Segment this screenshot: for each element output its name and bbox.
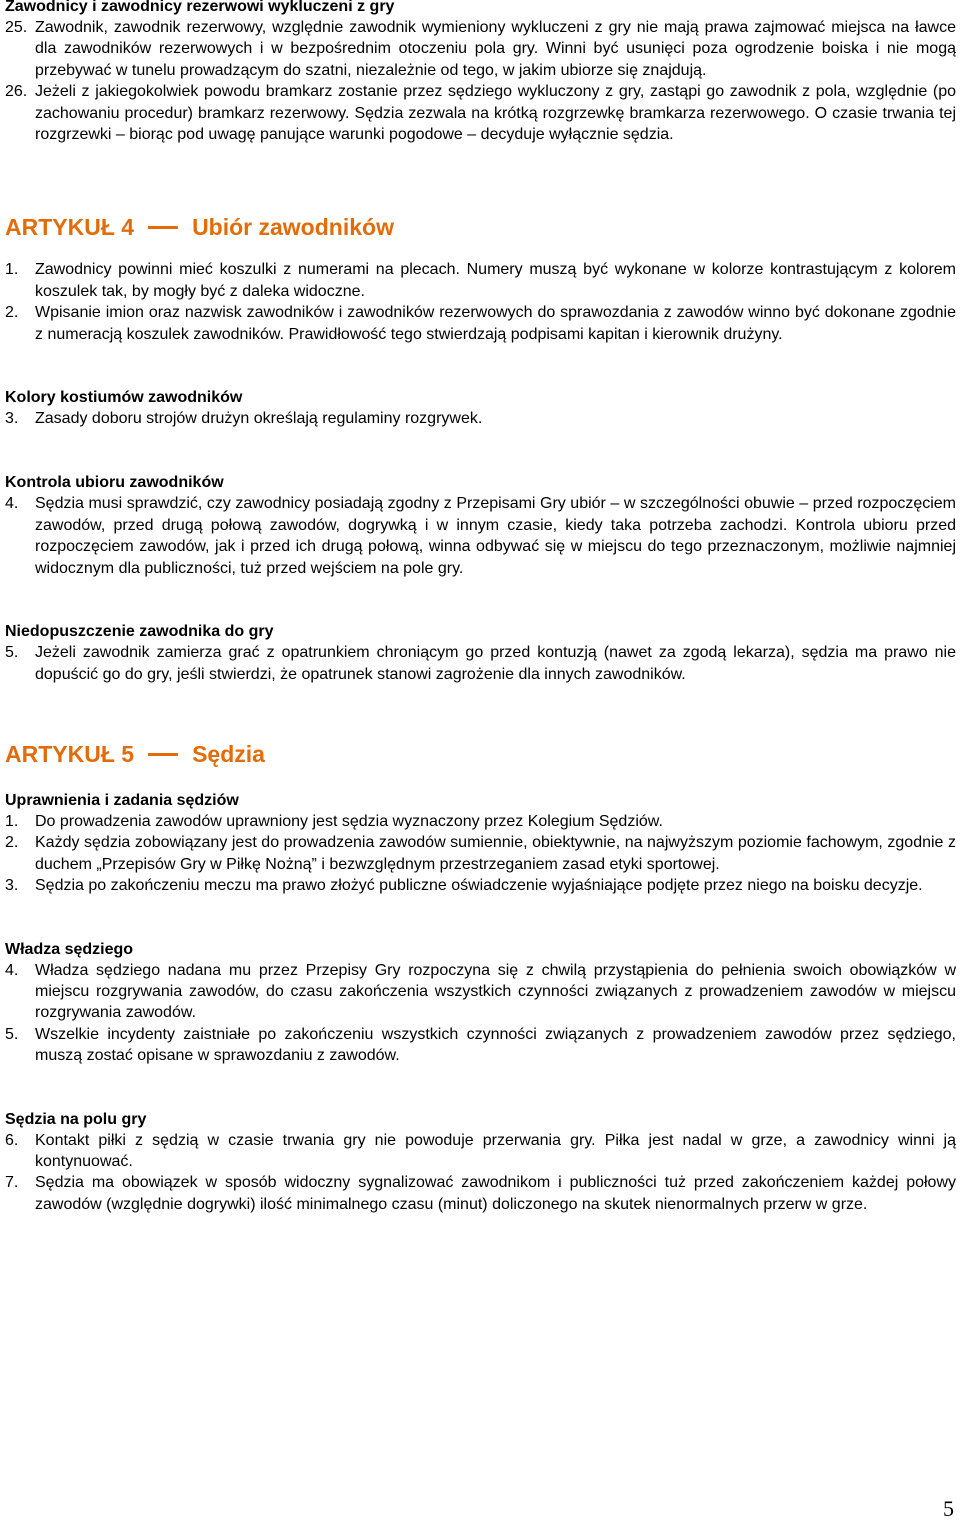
rule-item (5, 302, 956, 345)
rule-text: Wpisanie imion oraz nazwisk zawodników i zawodników rezerwowych do sprawozdania z zawodów winno być dokonane zgodnie z numeracją koszulek zawodników. Prawidłowość tego stwierdzają podpisami kapitan i kierownik drużyny. (35, 304, 956, 343)
rule-text: Zawodnik, zawodnik rezerwowy, względnie zawodnik wymieniony wykluczeni z gry nie mają prawa zajmować miejsca na ławce dla zawodników rezerwowych i w bezpośrednim otoczeniu pola gry. Winni być usunięci poza ogrodzenie boiska i nie mogą przebywać w tunelu prowadzącym do szatni, niezależnie od tego, w jakim ubiorze się znajdują. (35, 19, 956, 79)
rule-number: 1. (5, 812, 19, 830)
rule-text: Do prowadzenia zawodów uprawniony jest sędzia wyznaczony przez Kolegium Sędziów. (35, 812, 663, 830)
rule-number: 5. (5, 644, 19, 662)
rule-number: 3. (5, 410, 19, 428)
section-heading: Kontrola ubioru zawodników (5, 474, 224, 492)
rule-item (5, 1172, 956, 1215)
rule-text: Zawodnicy powinni mieć koszulki z numerami na plecach. Numery muszą być wykonane w kolorze kontrastującym z kolorem koszulek tak, by mogły być z daleka widoczne. (35, 261, 956, 300)
article-label: ARTYKUŁ 4 (5, 214, 135, 241)
section-heading: Uprawnienia i zadania sędziów (5, 791, 239, 809)
rule-text: Sędzia po zakończeniu meczu ma prawo złożyć publiczne oświadczenie wyjaśniające podjęte przez niego na boisku decyzje. (35, 877, 923, 895)
rule-text: Każdy sędzia zobowiązany jest do prowadzenia zawodów sumiennie, obiektywnie, na najwyższym poziomie fachowym, zgodnie z duchem „Przepisów Gry w Piłkę Nożną” i bezwzględnym przestrzeganiem zasad etyki sportowej. (35, 834, 956, 873)
rule-number: 4. (5, 961, 19, 979)
rule-number: 1. (5, 261, 19, 279)
page-number: 5 (943, 1496, 954, 1521)
rule-item (5, 81, 956, 145)
rule-text: Kontakt piłki z sędzią w czasie trwania gry nie powoduje przerwania gry. Piłka jest nadal w grze, a zawodnicy winni ją kontynuować. (35, 1131, 956, 1170)
rule-number: 25. (5, 19, 28, 36)
article-title: Ubiór zawodników (192, 214, 394, 241)
article-label: ARTYKUŁ 5 (5, 740, 135, 767)
rule-text: Sędzia musi sprawdzić, czy zawodnicy posiadają zgodny z Przepisami Gry ubiór – w szczególności obuwie – przed rozpoczęciem zawodów, przed drugą połową zawodów, dogrywką i w innym czasie, kiedy taka potrzeba zachodzi. Kontrola ubioru przed rozpoczęciem zawodów, jak i przed ich drugą połową, winna odbywać się w miejscu do tego przeznaczonym, możliwie najmniej widocznym dla publiczności, tuż przed wejściem na pole gry. (35, 495, 956, 577)
section-heading: Władza sędziego (5, 940, 134, 958)
article-5-heading (5, 740, 956, 768)
rule-item (5, 1130, 956, 1173)
rule-number: 3. (5, 877, 19, 895)
article-title: Sędzia (192, 740, 265, 767)
rule-item (5, 642, 956, 685)
article-4-heading (5, 213, 956, 241)
rule-number: 6. (5, 1131, 19, 1149)
section-excluded-players (5, 0, 956, 145)
rule-item (5, 960, 956, 1024)
document-page (5, 0, 956, 1215)
rule-item (5, 832, 956, 875)
rule-item (5, 875, 956, 896)
heading-dash (148, 226, 178, 229)
rule-item (5, 1024, 956, 1067)
rule-item (5, 408, 956, 429)
rule-text: Władza sędziego nadana mu przez Przepisy Gry rozpoczyna się z chwilą przystąpienia do pełnienia swoich obowiązków w miejscu rozgrywania zawodów, do czasu zakończenia wszystkich czynności związanych z prowadzeniem zawodów w miejscu rozgrywania zawodów. (35, 961, 956, 1022)
rule-item (5, 811, 956, 832)
section-heading: Sędzia na polu gry (5, 1110, 147, 1128)
rule-text: Sędzia ma obowiązek w sposób widoczny sygnalizować zawodnikom i publiczności tuż przed zakończeniem każdej połowy zawodów (względnie dogrywki) ilość minimalnego czasu (minut) doliczonego na skutek nienormalnych przerw w grze. (35, 1174, 956, 1213)
rule-text: Jeżeli zawodnik zamierza grać z opatrunkiem chroniącym go przed kontuzją (nawet za zgodą lekarza), sędzia ma prawo nie dopuścić go do gry, jeśli stwierdzi, że opatrunek stanowi zagrożenie dla innych zawodników. (35, 644, 956, 683)
rule-item (5, 493, 956, 579)
rule-number: 2. (5, 304, 19, 322)
rule-number: 5. (5, 1025, 19, 1043)
section-heading: Kolory kostiumów zawodników (5, 389, 243, 407)
rule-text: Jeżeli z jakiegokolwiek powodu bramkarz zostanie przez sędziego wykluczony z gry, zastąpi go zawodnik z pola, względnie (po zachowaniu procedur) bramkarz rezerwowy. Sędzia zezwala na krótką rozgrzewkę bramkarza rezerwowego. O czasie trwania tej rozgrzewki – biorąc pod uwagę panujące warunki pogodowe – decyduje wyłącznie sędzia. (35, 83, 956, 144)
section-heading: Niedopuszczenie zawodnika do gry (5, 623, 274, 641)
rule-number: 4. (5, 495, 19, 513)
rule-text: Zasady doboru strojów drużyn określają regulaminy rozgrywek. (35, 410, 483, 428)
rule-number: 26. (5, 83, 28, 101)
rule-item (5, 17, 956, 81)
rule-number: 2. (5, 834, 19, 852)
section-heading: Zawodnicy i zawodnicy rezerwowi wykluczeni z gry (5, 0, 395, 15)
rule-text: Wszelkie incydenty zaistniałe po zakończeniu wszystkich czynności związanych z prowadzeniem zawodów przez sędziego, muszą zostać opisane w sprawozdaniu z zawodów. (35, 1025, 956, 1065)
rule-item (5, 259, 956, 302)
heading-dash (148, 753, 178, 756)
rule-number: 7. (5, 1174, 19, 1192)
